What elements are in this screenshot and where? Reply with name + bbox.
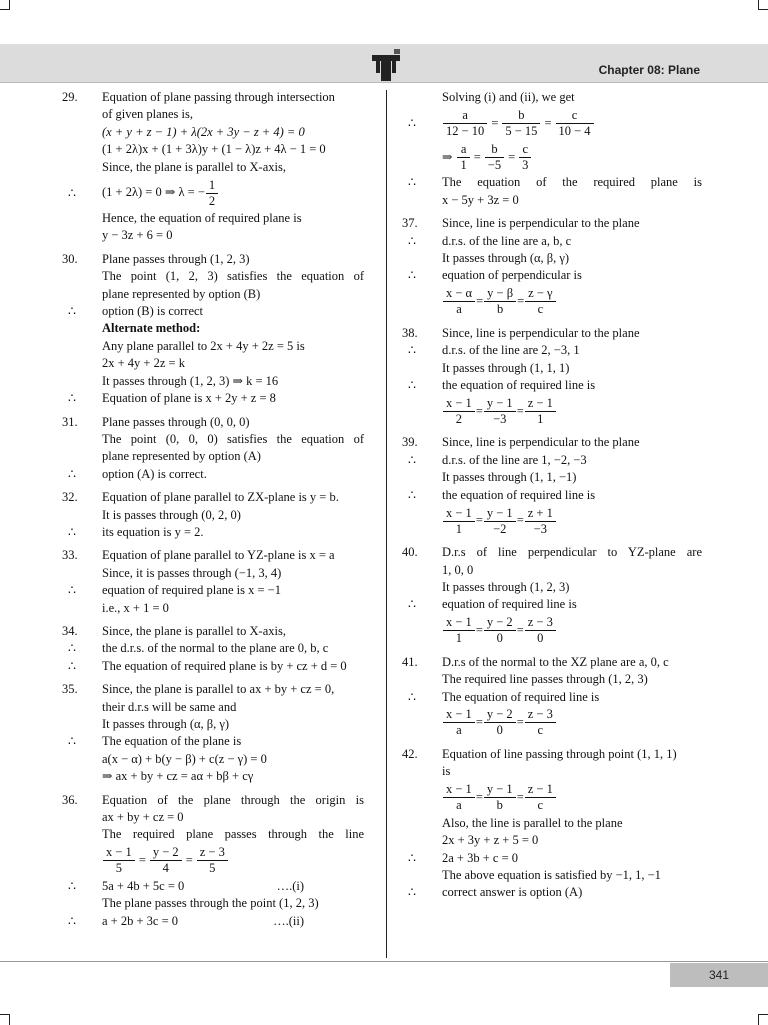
- equation-tag: ….(ii): [273, 913, 304, 928]
- text-line: Solving (i) and (ii), we get: [442, 90, 575, 104]
- question-number: 30.: [62, 251, 78, 266]
- text-line: Plane passes through (0, 0, 0): [102, 414, 250, 429]
- question-number: 35.: [62, 682, 78, 697]
- equation-line: ∴ 5a + 4b + 5c = 0 ….(i): [102, 878, 364, 895]
- fraction: $\frac{x - 1}{1}$: [443, 615, 475, 646]
- fraction: $\frac{y - 2}{0}$: [484, 707, 516, 738]
- fraction: $\frac{x - 1}{2}$: [443, 396, 475, 427]
- fraction: $\frac{z + 1}{-3}$: [525, 506, 556, 537]
- text-line: ∴ option (A) is correct.: [68, 466, 207, 481]
- question-number: 40.: [402, 545, 418, 560]
- equation-line: (x + y + z − 1) + λ(2x + 3y − z + 4) = 0: [102, 124, 305, 139]
- publisher-logo: [368, 47, 404, 83]
- solution-35: [62, 681, 364, 785]
- fraction: $\frac{z - 3}{c}$: [525, 707, 556, 738]
- text-line: Since, line is perpendicular to the plane: [442, 325, 640, 340]
- equation-line: (1 + 2λ)x + (1 + 3λ)y + (1 − λ)z + 4λ − 1 = 0: [102, 142, 326, 157]
- fraction: $\frac{z - 1}{1}$: [525, 396, 556, 427]
- solution-36-continued: [402, 89, 702, 209]
- line-equation: $\frac{x - 1}{5}$ = $\frac{y - 2}{4}$ = $\frac{z - 3}{5}$: [102, 844, 364, 878]
- question-number: 36.: [62, 792, 78, 807]
- equation-line: 2x + 4y + 2z = k: [102, 356, 185, 371]
- question-number: 32.: [62, 490, 78, 505]
- line-equation: $\frac{x - 1}{1}$ = $\frac{y - 2}{0}$ = $\frac{z - 3}{0}$: [442, 614, 702, 648]
- fraction: $\frac{a}{1}$: [457, 142, 469, 173]
- line-equation: $\frac{x - \alpha}{a}$ = $\frac{y - \beta}{b}$ = $\frac{z - \gamma}{c}$: [442, 285, 702, 319]
- text-line: Since, the plane is parallel to X-axis,: [102, 159, 286, 174]
- text-line: Since, line is perpendicular to the plane: [442, 216, 640, 231]
- fraction: $\frac{y - 1}{-3}$: [484, 396, 516, 427]
- equation-line: ⇒ ax + by + cz = aα + bβ + cγ: [102, 769, 254, 784]
- left-column: [62, 89, 364, 936]
- text-line: Hence, the equation of required plane is: [102, 211, 302, 226]
- crop-mark-top-left: [0, 0, 10, 10]
- fraction: $\frac{y - 2}{0}$: [484, 615, 516, 646]
- text-line: It passes through (1, 2, 3) ⇒ k = 16: [102, 373, 279, 388]
- solution-33: [62, 547, 364, 617]
- solution-37: [402, 215, 702, 319]
- right-column: [402, 89, 702, 908]
- line-equation: $\frac{x - 1}{2}$ = $\frac{y - 1}{-3}$ = $\frac{z - 1}{1}$: [442, 394, 702, 428]
- fraction: $\frac{y - 2}{4}$: [150, 845, 182, 876]
- crop-mark-bottom-right: [758, 1014, 768, 1025]
- text-line: their d.r.s will be same and: [102, 699, 237, 714]
- text-line: Also, the line is parallel to the plane: [442, 815, 623, 830]
- line-equation: $\frac{x - 1}{1}$ = $\frac{y - 1}{-2}$ = $\frac{z + 1}{-3}$: [442, 504, 702, 538]
- fraction: $\frac{x - 1}{5}$: [103, 845, 135, 876]
- fraction: $\frac{x - 1}{a}$: [443, 782, 475, 813]
- text-line: It passes through (1, 1, 1): [442, 360, 570, 375]
- question-number: 42.: [402, 746, 418, 761]
- fraction: $\frac{c}{10 - 4}$: [556, 108, 594, 139]
- text-line: Equation of the plane through the origin is: [102, 792, 364, 807]
- crop-mark-top-right: [758, 0, 768, 10]
- question-number: 29.: [62, 90, 78, 104]
- ratio-equation: ⇒ $\frac{a}{1}$ = $\frac{b}{-5}$ = $\frac{c}{3}$: [442, 140, 702, 174]
- question-number: 33.: [62, 548, 78, 563]
- solution-38: [402, 325, 702, 429]
- text-line: Equation of line passing through point (1, 1, 1): [442, 746, 677, 761]
- text-line: ∴ d.r.s. of the line are 2, −3, 1: [408, 343, 580, 358]
- text-line: The required line passes through (1, 2, 3): [442, 672, 648, 687]
- text-line: The point (0, 0, 0) satisfies the equation of: [102, 431, 364, 446]
- footer-rule: [0, 961, 768, 962]
- text-line: ∴ correct answer is option (A): [408, 885, 583, 900]
- text-line: ∴ its equation is y = 2.: [68, 524, 204, 539]
- text-line: D.r.s of the normal to the XZ plane are a, 0, c: [442, 654, 669, 669]
- text-line: ∴ d.r.s. of the line are 1, −2, −3: [408, 452, 587, 467]
- fraction: $\frac{z - 3}{0}$: [525, 615, 556, 646]
- text-line: ∴ d.r.s. of the line are a, b, c: [408, 233, 572, 248]
- text-line: The above equation is satisfied by −1, 1, −1: [442, 867, 661, 882]
- solution-31: [62, 414, 364, 484]
- therefore-symbol: ∴: [68, 186, 76, 201]
- text-line: ∴ equation of required plane is x = −1: [68, 583, 281, 598]
- fraction: $\frac{b}{5 - 15}$: [502, 108, 540, 139]
- fraction: $\frac{z - 1}{c}$: [525, 782, 556, 813]
- text-line: Equation of plane passing through intersection: [102, 90, 335, 104]
- fraction: $\frac{x - \alpha}{a}$: [443, 286, 475, 317]
- text-line: plane represented by option (B): [102, 286, 261, 301]
- solution-40: [402, 544, 702, 648]
- text-line: It is passes through (0, 2, 0): [102, 507, 241, 522]
- equation-line: ∴ (1 + 2λ) = 0 ⇒ λ = − $\frac{1}{2}$: [102, 176, 364, 210]
- equation-line: 2x + 3y + z + 5 = 0: [442, 833, 539, 848]
- text-line: ∴ Equation of plane is x + 2y + z = 8: [68, 391, 276, 406]
- text-line: i.e., x + 1 = 0: [102, 600, 169, 615]
- text-line: ∴ the equation of required line is: [408, 487, 596, 502]
- fraction: $\frac{1}{2}$: [206, 178, 218, 209]
- text-line: Plane passes through (1, 2, 3): [102, 251, 250, 266]
- equation-line: ∴ 2a + 3b + c = 0: [408, 850, 518, 865]
- solution-36: [62, 792, 364, 930]
- text-line: ∴ equation of required line is: [408, 597, 577, 612]
- solution-41: [402, 654, 702, 740]
- fraction: $\frac{c}{3}$: [519, 142, 531, 173]
- question-number: 41.: [402, 654, 418, 669]
- text-line: 1, 0, 0: [442, 562, 474, 577]
- solution-39: [402, 434, 702, 538]
- text-line: is: [442, 764, 451, 779]
- text-line: ∴ equation of perpendicular is: [408, 268, 582, 283]
- fraction: $\frac{x - 1}{a}$: [443, 707, 475, 738]
- text-line: Since, it is passes through (−1, 3, 4): [102, 565, 282, 580]
- text-line: Since, the plane is parallel to X-axis,: [102, 623, 286, 638]
- alternate-method-heading: Alternate method:: [102, 321, 201, 336]
- chapter-title: Chapter 08: Plane: [598, 63, 700, 77]
- text-line: The point (1, 2, 3) satisfies the equation of: [102, 269, 364, 284]
- text-line: ∴ The equation of required plane is by + cz + d = 0: [68, 658, 347, 673]
- equation-line: x − 5y + 3z = 0: [442, 192, 519, 207]
- text-line: D.r.s of line perpendicular to YZ-plane are: [442, 545, 702, 560]
- question-number: 39.: [402, 435, 418, 450]
- equation-line: a(x − α) + b(y − β) + c(z − γ) = 0: [102, 751, 267, 766]
- text-line: of given planes is,: [102, 107, 193, 122]
- text-line: Equation of plane parallel to ZX-plane is y = b.: [102, 490, 339, 505]
- fraction: $\frac{z - 3}{5}$: [197, 845, 228, 876]
- equation-line: ∴ a + 2b + 3c = 0 ….(ii): [102, 913, 364, 930]
- solution-42: [402, 746, 702, 902]
- fraction: $\frac{a}{12 - 10}$: [443, 108, 487, 139]
- question-number: 37.: [402, 216, 418, 231]
- equation-line: ax + by + cz = 0: [102, 810, 184, 825]
- fraction: $\frac{y - 1}{b}$: [484, 782, 516, 813]
- fraction: $\frac{z - \gamma}{c}$: [525, 286, 555, 317]
- text-line: ∴ The equation of the required plane is: [408, 175, 702, 190]
- equation-tag: ….(i): [276, 878, 304, 893]
- solution-34: [62, 623, 364, 675]
- text-line: Equation of plane parallel to YZ-plane is x = a: [102, 548, 335, 563]
- question-number: 31.: [62, 414, 78, 429]
- text-line: Since, the plane is parallel to ax + by + cz = 0,: [102, 682, 335, 697]
- fraction: $\frac{x - 1}{1}$: [443, 506, 475, 537]
- text-line: ∴ The equation of the plane is: [68, 734, 242, 749]
- crop-mark-bottom-left: [0, 1014, 10, 1025]
- solution-32: [62, 489, 364, 541]
- text-line: It passes through (α, β, γ): [442, 251, 570, 266]
- text-line: It passes through (1, 2, 3): [442, 579, 570, 594]
- text-line: Since, line is perpendicular to the plane: [442, 435, 640, 450]
- text-line: The required plane passes through the line: [102, 827, 364, 842]
- question-number: 38.: [402, 325, 418, 340]
- text-line: ∴ the equation of required line is: [408, 378, 596, 393]
- line-equation: $\frac{x - 1}{a}$ = $\frac{y - 2}{0}$ = $\frac{z - 3}{c}$: [442, 706, 702, 740]
- page-number: 341: [670, 963, 768, 987]
- text-line: ∴ the d.r.s. of the normal to the plane are 0, b, c: [68, 641, 329, 656]
- fraction: $\frac{y - \beta}{b}$: [484, 286, 516, 317]
- text-line: ∴ option (B) is correct: [68, 304, 204, 319]
- fraction: $\frac{b}{-5}$: [485, 142, 504, 173]
- text-line: It passes through (α, β, γ): [102, 717, 230, 731]
- text-line: plane represented by option (A): [102, 449, 261, 464]
- equation-line: y − 3z + 6 = 0: [102, 228, 173, 243]
- fraction: $\frac{y - 1}{-2}$: [484, 506, 516, 537]
- solution-30: [62, 251, 364, 408]
- question-number: 34.: [62, 623, 78, 638]
- text-line: ∴ The equation of required line is: [408, 689, 600, 704]
- ratio-equation: ∴ $\frac{a}{12 - 10}$ = $\frac{b}{5 - 15}$ = $\frac{c}{10 - 4}$: [442, 106, 702, 140]
- column-divider: [386, 90, 387, 958]
- line-equation: $\frac{x - 1}{a}$ = $\frac{y - 1}{b}$ = $\frac{z - 1}{c}$: [442, 781, 702, 815]
- solution-29: [62, 89, 364, 245]
- text-line: The plane passes through the point (1, 2, 3): [102, 896, 319, 911]
- text-line: It passes through (1, 1, −1): [442, 470, 577, 485]
- text-line: Any plane parallel to 2x + 4y + 2z = 5 is: [102, 338, 305, 353]
